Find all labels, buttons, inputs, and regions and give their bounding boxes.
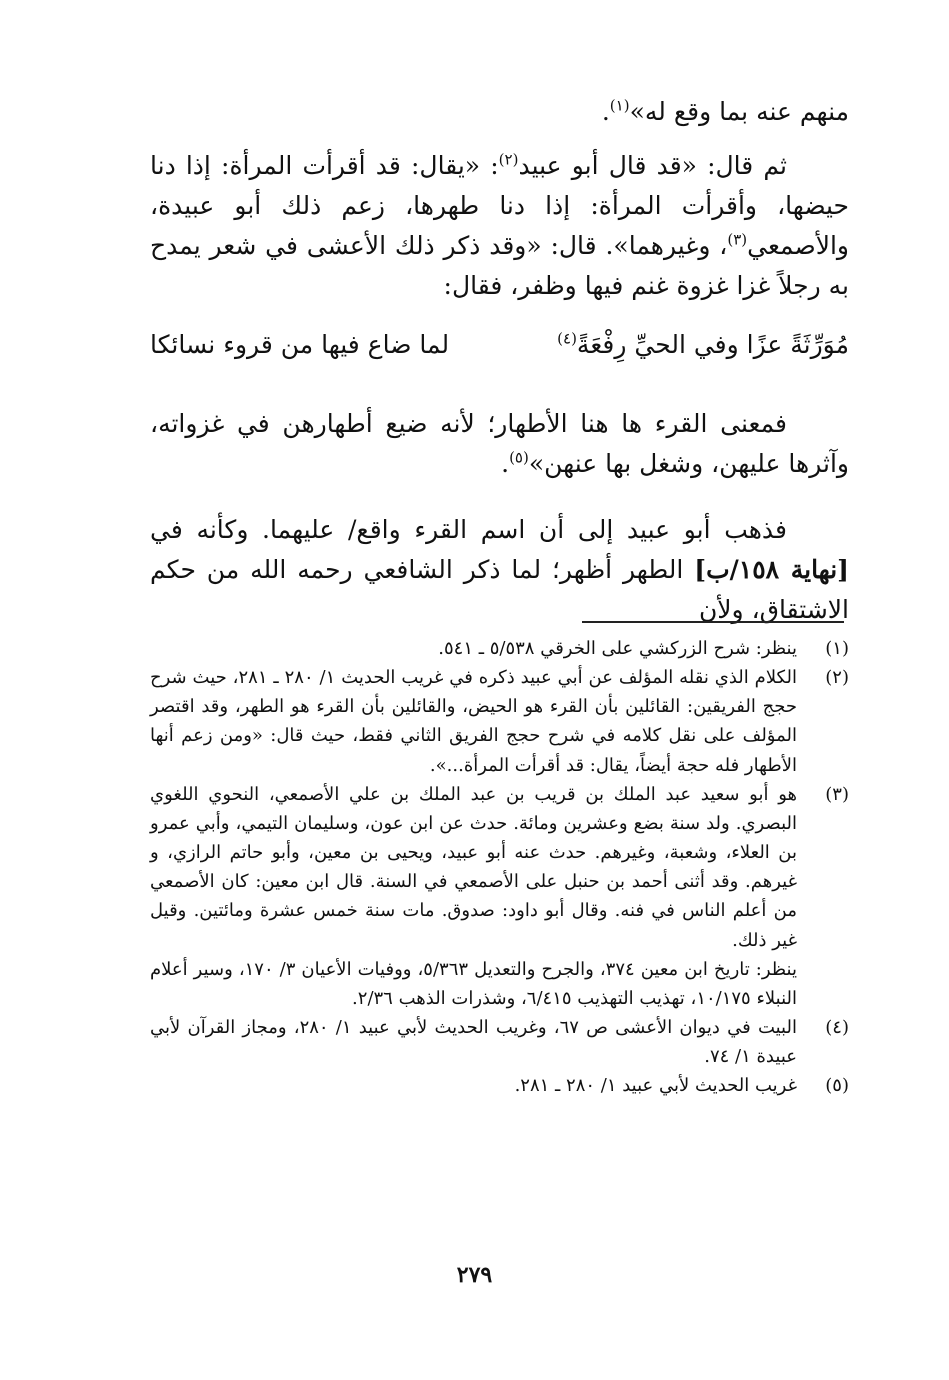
footnote-number: (١) <box>825 638 849 659</box>
footnote-text: غريب الحديث لأبي عبيد ١/ ٢٨٠ ـ ٢٨١. <box>514 1075 797 1097</box>
manuscript-folio-marker: [نهاية ١٥٨/ب] <box>694 555 849 584</box>
footnote-text: الكلام الذي نقله المؤلف عن أبي عبيد ذكره في غريب الحديث ١/ ٢٨٠ ـ ٢٨١، حيث شرح حجج الفريقين: القائلين بأن القرء هو الحيض، والقائلين بأن القرء هو الطهر، وقد اقتصر المؤلف على نقل كلامه في شرح حجج الفريق الثاني فقط، حيث قال: «ومن زعم أنها الأطهار فله حجة أيضاً، يقال: قد أقرأت المرأة...». <box>150 667 797 776</box>
footnote <box>150 1071 849 1100</box>
footnote-marker: (٣) <box>727 230 748 249</box>
text-fragment: ، وغيرهما». قال: «وقد ذكر ذلك الأعشى في شعر يمدح به رجلاً غزا غزوة غنم فيها وظفر، فقال: <box>150 231 849 300</box>
text-fragment: . <box>501 449 510 478</box>
footnote-number: (٢) <box>825 667 849 689</box>
text-fragment: فذهب أبو عبيد إلى أن اسم القرء واقع/ عليهما. وكأنه في <box>150 515 787 544</box>
footnote-text: هو أبو سعيد عبد الملك بن قريب بن عبد الملك بن علي الأصمعي، النحوي اللغوي البصري. ولد سنة بضع وعشرين ومائة. حدث عن ابن عون، وسليمان التيمي، وأبي عمرو بن العلاء، وشعبة، وغيرهم. حدث عنه أبو عبيد، ويحيى بن معين، وأبو حاتم الرازي، و غيرهم. وقد أثنى أحمد بن حنبل على الأصمعي في السنة. قال ابن معين: كان الأصمعي من أعلم الناس في فنه. وقال أبو داود: صدوق. مات سنة خمس عشرة ومائتين. وقيل غير ذلك. <box>150 783 797 951</box>
footnote-text: البيت في ديوان الأعشى ص ٦٧، وغريب الحديث لأبي عبيد ١/ ٢٨٠، ومجاز القرآن لأبي عبيدة ١/ ٧٤. <box>150 1017 797 1068</box>
footnote-text-references: ينظر: تاريخ ابن معين ٣٧٤، والجرح والتعديل ٥/٣٦٣، ووفيات الأعيان ٣/ ١٧٠، وسير أعلام النبلاء ١٠/١٧٥، تهذيب التهذيب ٦/٤١٥، وشذرات الذهب ٢/٣٦. <box>150 958 797 1009</box>
footnote-number: (٥) <box>825 1075 849 1097</box>
text-fragment: : «يقال: قد أقرأت المرأة: إذا دنا حيضها، وأقرأت المرأة: إذا دنا طهرها، زعم ذلك أبو عبيدة، والأصمعي <box>150 151 849 260</box>
text-fragment: منهم عنه بما وقع له» <box>629 97 849 126</box>
footnote <box>150 663 849 780</box>
footnote-separator <box>582 621 844 623</box>
verse-second-hemistich: لما ضاع فيها من قروء نسائكا <box>150 330 450 359</box>
footnotes <box>150 634 849 1101</box>
text-fragment: الطهر أظهر؛ لما ذكر الشافعي رحمه الله من حكم الاشتقاق، ولأن <box>150 555 849 624</box>
footnote-marker: (١) <box>609 96 630 115</box>
page-number: ٢٧٩ <box>456 1262 493 1288</box>
text-fragment: فمعنى القرء ها هنا الأطهار؛ لأنه ضيع أطهارهن في غزواته، وآثرها عليهن، وشغل بها عنهن» <box>150 409 849 478</box>
paragraph-abu-ubayd-opinion <box>150 510 849 630</box>
paragraph-abu-ubayd-quote <box>150 146 849 306</box>
footnote <box>150 634 849 663</box>
text-fragment: مُوَرِّثَةً عزًا وفي الحيِّ رِفْعَةً <box>576 330 849 359</box>
footnote-marker: (٤) <box>557 329 577 348</box>
paragraph-meaning-of-qur <box>150 404 849 484</box>
footnote-number: (٣) <box>825 783 849 805</box>
footnote-number: (٤) <box>825 1017 849 1039</box>
footnote <box>150 1013 849 1071</box>
poetry-verse <box>150 330 849 378</box>
footnote-text: ينظر: شرح الزركشي على الخرقي ٥/٥٣٨ ـ ٥٤١. <box>438 638 797 659</box>
text-fragment: ثم قال: «قد قال أبو عبيد <box>518 151 787 180</box>
text-line-continuation <box>150 92 849 132</box>
footnote-marker: (٢) <box>498 150 519 169</box>
verse-first-hemistich <box>557 330 849 359</box>
footnote-marker: (٥) <box>509 448 529 467</box>
text-fragment: . <box>601 97 610 126</box>
footnote <box>150 780 849 1013</box>
